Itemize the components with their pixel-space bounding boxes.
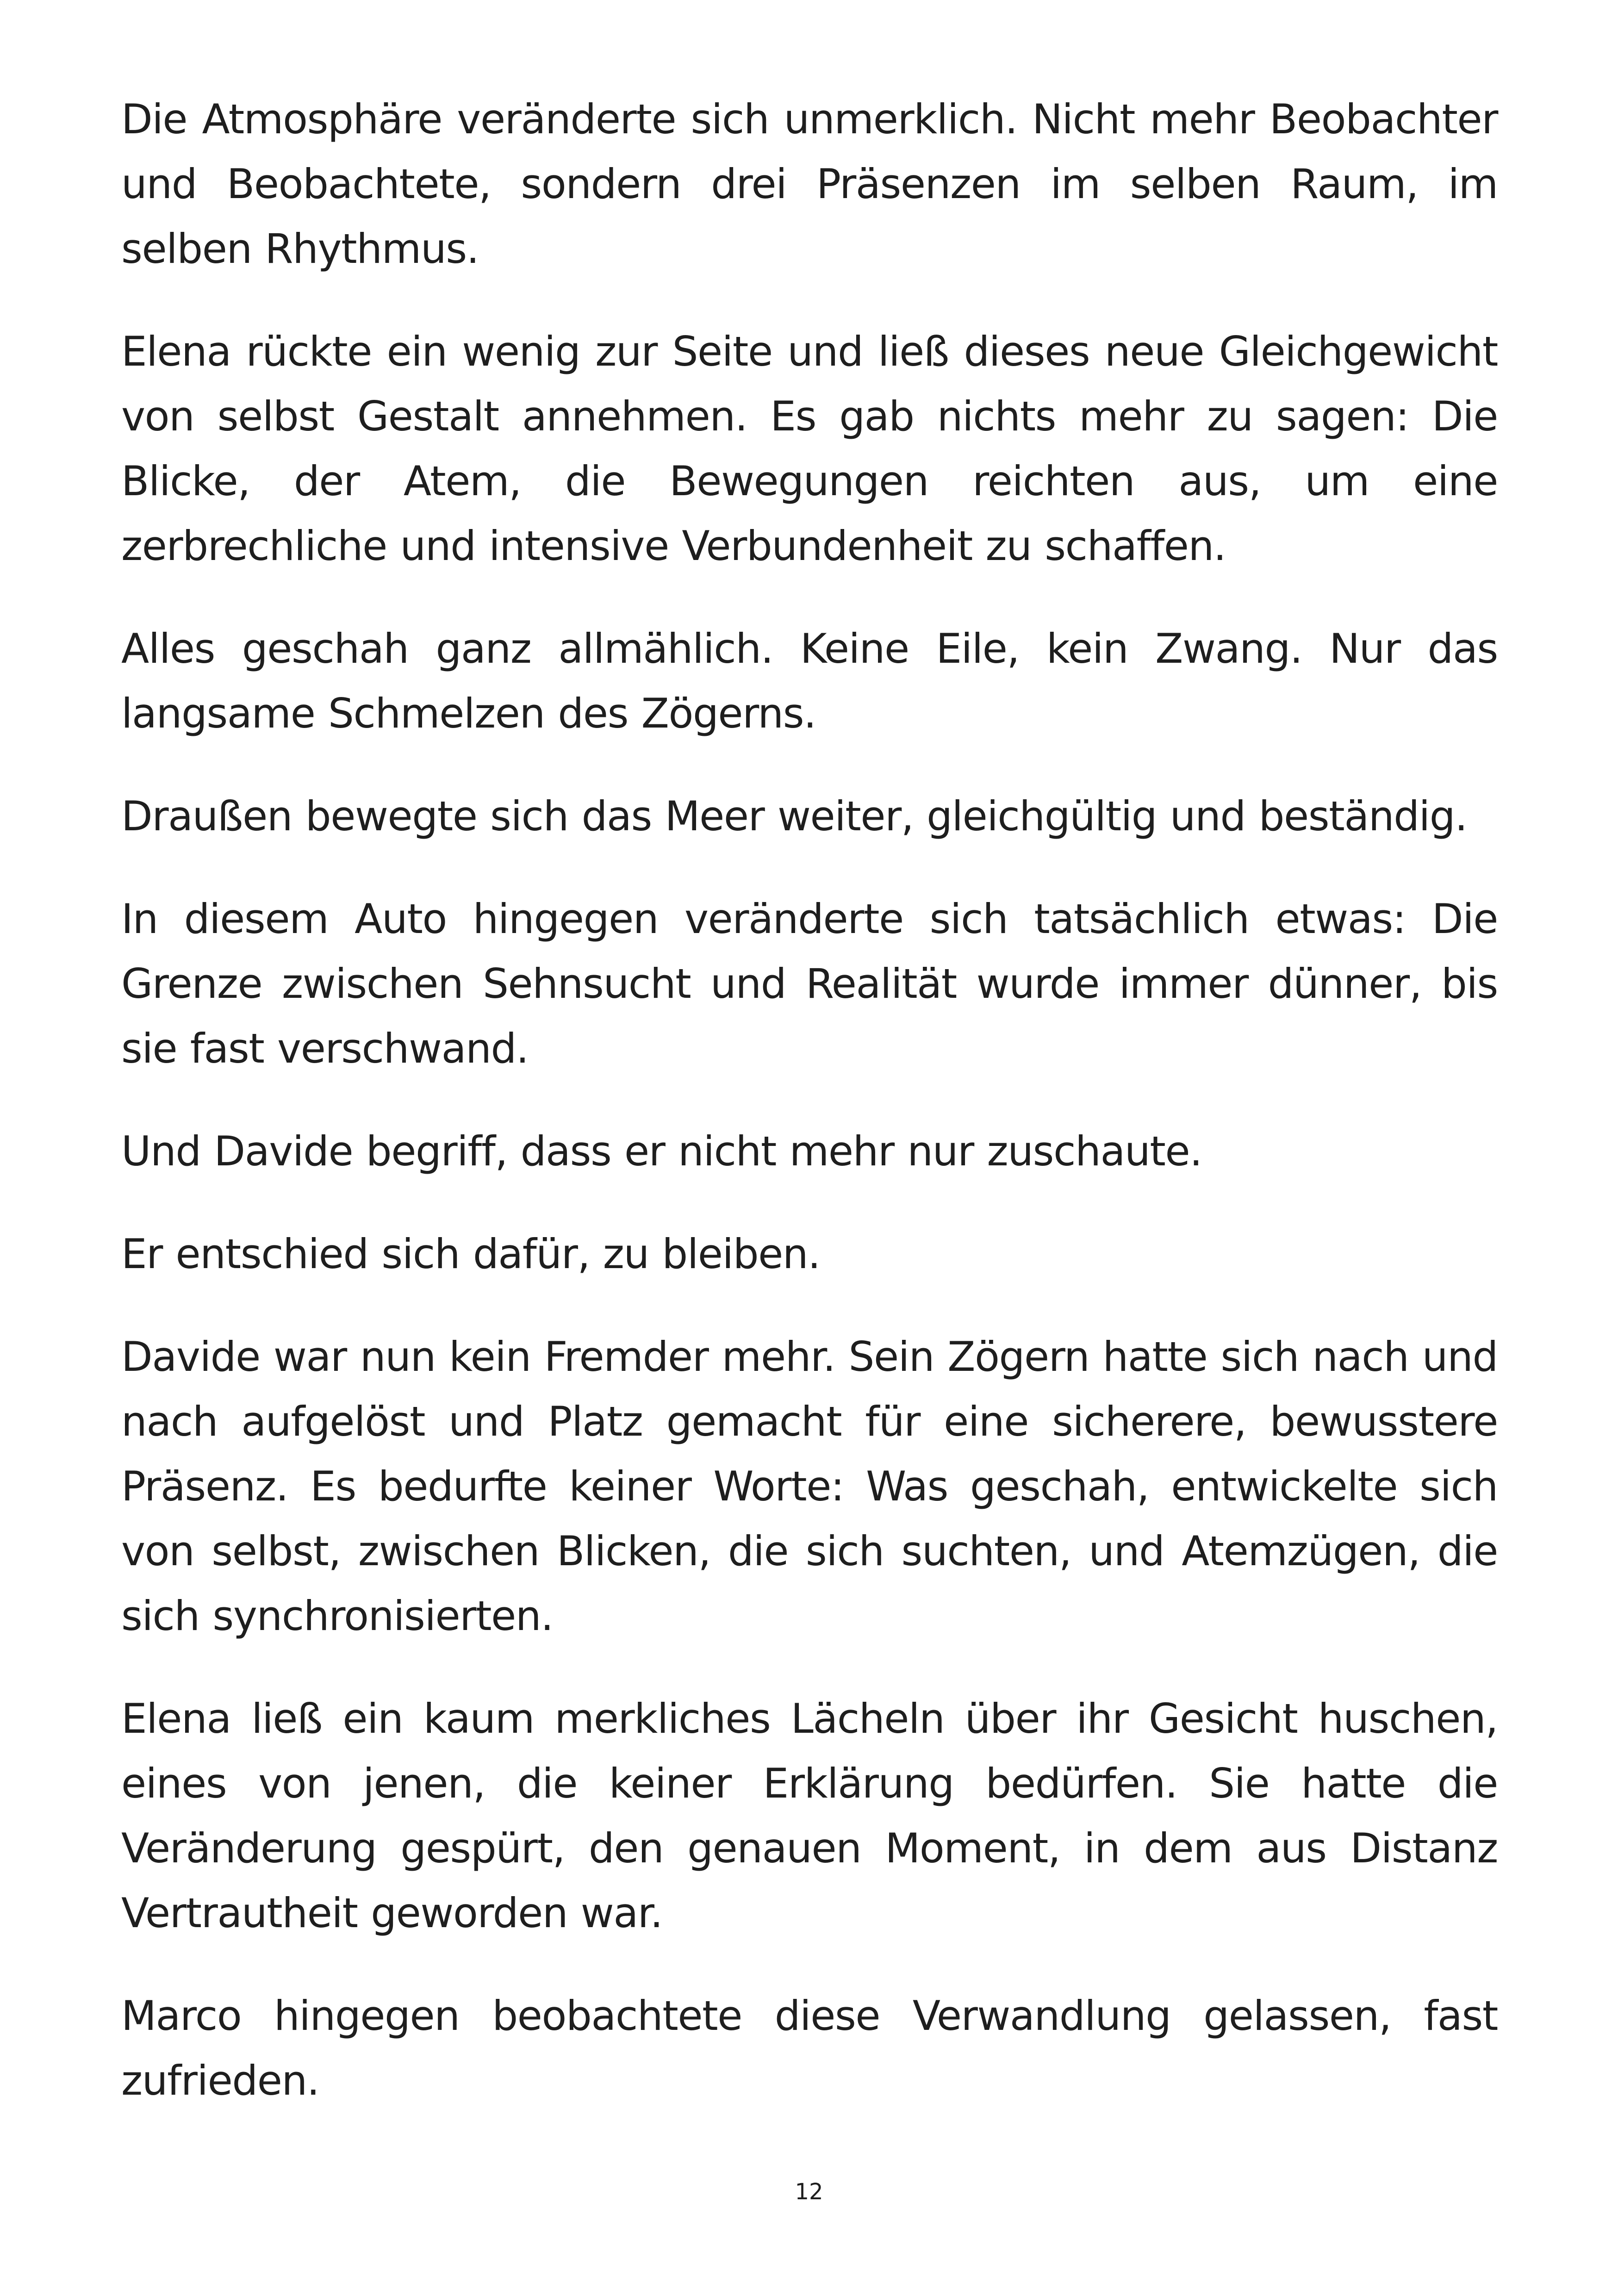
paragraph: Und Davide begriff, dass er nicht mehr nur zuschaute. xyxy=(121,1127,1202,1175)
paragraph: Draußen bewegte sich das Meer weiter, gleichgültig und beständig. xyxy=(121,792,1467,840)
paragraph: In diesem Auto hingegen veränderte sich tatsächlich etwas: Die Grenze zwischen Sehnsucht und Realität wurde immer dünner, bis sie fast verschwand. xyxy=(121,895,1498,1072)
paragraph: Elena ließ ein kaum merkliches Lächeln über ihr Gesicht huschen, eines von jenen, die keiner Erklärung bedürfen. Sie hatte die Veränderung gespürt, den genauen Moment, in dem aus Distanz Vertrautheit geworden war. xyxy=(121,1695,1498,1937)
paragraph: Er entschied sich dafür, zu bleiben. xyxy=(121,1230,820,1278)
paragraph: Davide war nun kein Fremder mehr. Sein Zögern hatte sich nach und nach aufgelöst und Platz gemacht für eine sicherere, bewusstere Präsenz. Es bedurfte keiner Worte: Was geschah, entwickelte sich von selbst, zwischen Blicken, die sich suchten, und Atemzügen, die sich synchronisierten. xyxy=(121,1333,1498,1640)
paragraph: Die Atmosphäre veränderte sich unmerklich. Nicht mehr Beobachter und Beobachtete, sondern drei Präsenzen im selben Raum, im selben Rhythmus. xyxy=(121,95,1498,273)
paragraph: Elena rückte ein wenig zur Seite und ließ dieses neue Gleichgewicht von selbst Gestalt annehmen. Es gab nichts mehr zu sagen: Die Blicke, der Atem, die Bewegungen reichten aus, um eine zerbrechliche und intensive Verbundenheit zu schaffen. xyxy=(121,328,1498,570)
paragraph: Marco hingegen beobachtete diese Verwandlung gelassen, fast zufrieden. xyxy=(121,1992,1498,2104)
paragraph: Alles geschah ganz allmählich. Keine Eile, kein Zwang. Nur das langsame Schmelzen des Zögerns. xyxy=(121,625,1498,737)
page-body xyxy=(121,87,1498,2151)
page-number: 12 xyxy=(795,2179,823,2205)
